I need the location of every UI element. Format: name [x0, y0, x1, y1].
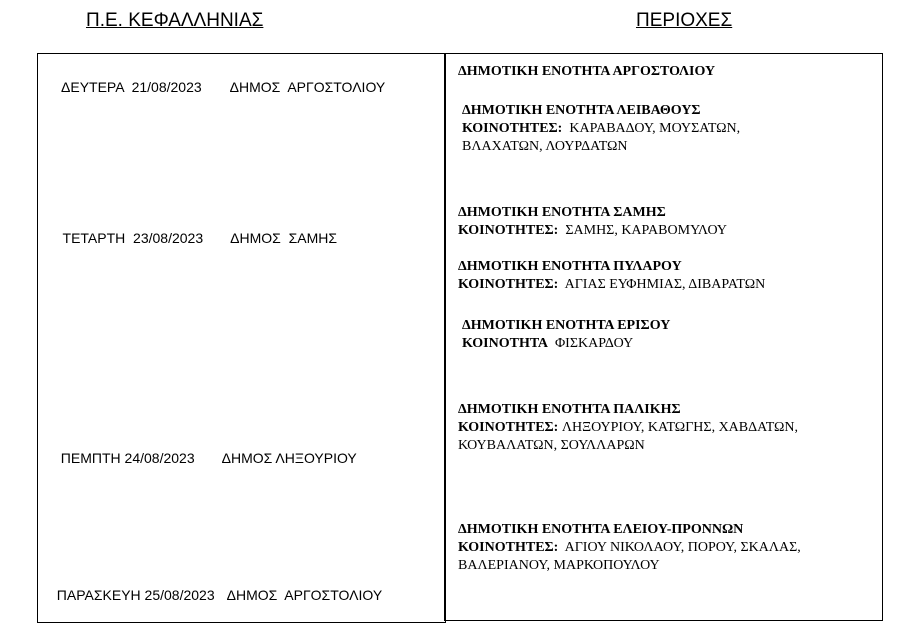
communities-label: ΚΟΙΝΟΤΗΤΑ — [462, 336, 548, 351]
schedule-row — [55, 214, 337, 246]
municipal-unit: ΔΗΜΟΤΙΚΗ ΕΝΟΤΗΤΑ ΠΑΛΙΚΗΣ — [458, 402, 681, 417]
municipal-unit: ΔΗΜΟΤΙΚΗ ΕΝΟΤΗΤΑ ΑΡΓΟΣΤΟΛΙΟΥ — [458, 64, 716, 79]
region-title: Π.Ε. ΚΕΦΑΛΛΗΝΙΑΣ — [86, 10, 264, 31]
municipal-unit: ΔΗΜΟΤΙΚΗ ΕΝΟΤΗΤΑ ΕΛΕΙΟΥ-ΠΡΟΝΝΩΝ — [458, 522, 744, 537]
communities-list: ΦΙΣΚΑΡΔΟΥ — [554, 336, 634, 351]
schedule-row — [49, 571, 382, 603]
area-entry — [462, 102, 740, 156]
municipal-unit: ΔΗΜΟΤΙΚΗ ΕΝΟΤΗΤΑ ΣΑΜΗΣ — [458, 205, 666, 220]
communities-list: ΑΓΙΟΥ ΝΙΚΟΛΑΟΥ, ΠΟΡΟΥ, ΣΚΑΛΑΣ, — [564, 540, 801, 555]
area-entry — [458, 204, 727, 240]
communities-list: ΒΑΛΕΡΙΑΝΟΥ, ΜΑΡΚΟΠΟΥΛΟΥ — [458, 558, 660, 573]
area-entry — [458, 63, 715, 81]
schedule-municipality: ΔΗΜΟΣ ΛΗΞΟΥΡΙΟΥ — [221, 450, 357, 466]
schedule-box — [37, 53, 446, 623]
schedule-row — [53, 434, 357, 466]
area-entry — [458, 258, 765, 294]
schedule-municipality: ΔΗΜΟΣ ΑΡΓΟΣΤΟΛΙΟΥ — [226, 587, 383, 603]
communities-label: ΚΟΙΝΟΤΗΤΕΣ: — [458, 223, 559, 238]
communities-list: ΑΓΙΑΣ ΕΥΦΗΜΙΑΣ, ΔΙΒΑΡΑΤΩΝ — [564, 277, 766, 292]
municipal-unit: ΔΗΜΟΤΙΚΗ ΕΝΟΤΗΤΑ ΕΡΙΣΟΥ — [462, 318, 671, 333]
areas-title: ΠΕΡΙΟΧΕΣ — [636, 10, 733, 31]
schedule-date: ΤΕΤΑΡΤΗ 23/08/2023 — [62, 230, 204, 246]
communities-list: ΛΗΞΟΥΡΙΟΥ, ΚΑΤΩΓΗΣ, ΧΑΒΔΑΤΩΝ, — [561, 420, 799, 435]
schedule-date: ΠΕΜΠΤΗ 24/08/2023 — [60, 450, 195, 466]
schedule-date: ΠΑΡΑΣΚΕΥΗ 25/08/2023 — [56, 587, 215, 603]
schedule-date: ΔΕΥΤΕΡΑ 21/08/2023 — [61, 79, 202, 95]
schedule-row — [54, 63, 385, 95]
communities-list: ΚΟΥΒΑΛΑΤΩΝ, ΣΟΥΛΛΑΡΩΝ — [458, 438, 645, 453]
municipal-unit: ΔΗΜΟΤΙΚΗ ΕΝΟΤΗΤΑ ΛΕΙΒΑΘΟΥΣ — [462, 103, 701, 118]
communities-label: ΚΟΙΝΟΤΗΤΕΣ: — [462, 121, 563, 136]
area-entry — [458, 401, 798, 455]
schedule-municipality: ΔΗΜΟΣ ΣΑΜΗΣ — [230, 230, 337, 246]
communities-label: ΚΟΙΝΟΤΗΤΕΣ: — [458, 420, 559, 435]
communities-label: ΚΟΙΝΟΤΗΤΕΣ: — [458, 540, 559, 555]
schedule-municipality: ΔΗΜΟΣ ΑΡΓΟΣΤΟΛΙΟΥ — [229, 79, 386, 95]
communities-list: ΚΑΡΑΒΑΔΟΥ, ΜΟΥΣΑΤΩΝ, — [569, 121, 741, 136]
communities-list: ΣΑΜΗΣ, ΚΑΡΑΒΟΜΥΛΟΥ — [565, 223, 727, 238]
communities-label: ΚΟΙΝΟΤΗΤΕΣ: — [458, 277, 559, 292]
municipal-unit: ΔΗΜΟΤΙΚΗ ΕΝΟΤΗΤΑ ΠΥΛΑΡΟΥ — [458, 259, 682, 274]
communities-list: ΒΛΑΧΑΤΩΝ, ΛΟΥΡΔΑΤΩΝ — [462, 139, 628, 154]
area-entry — [458, 521, 801, 575]
area-entry — [462, 317, 670, 353]
